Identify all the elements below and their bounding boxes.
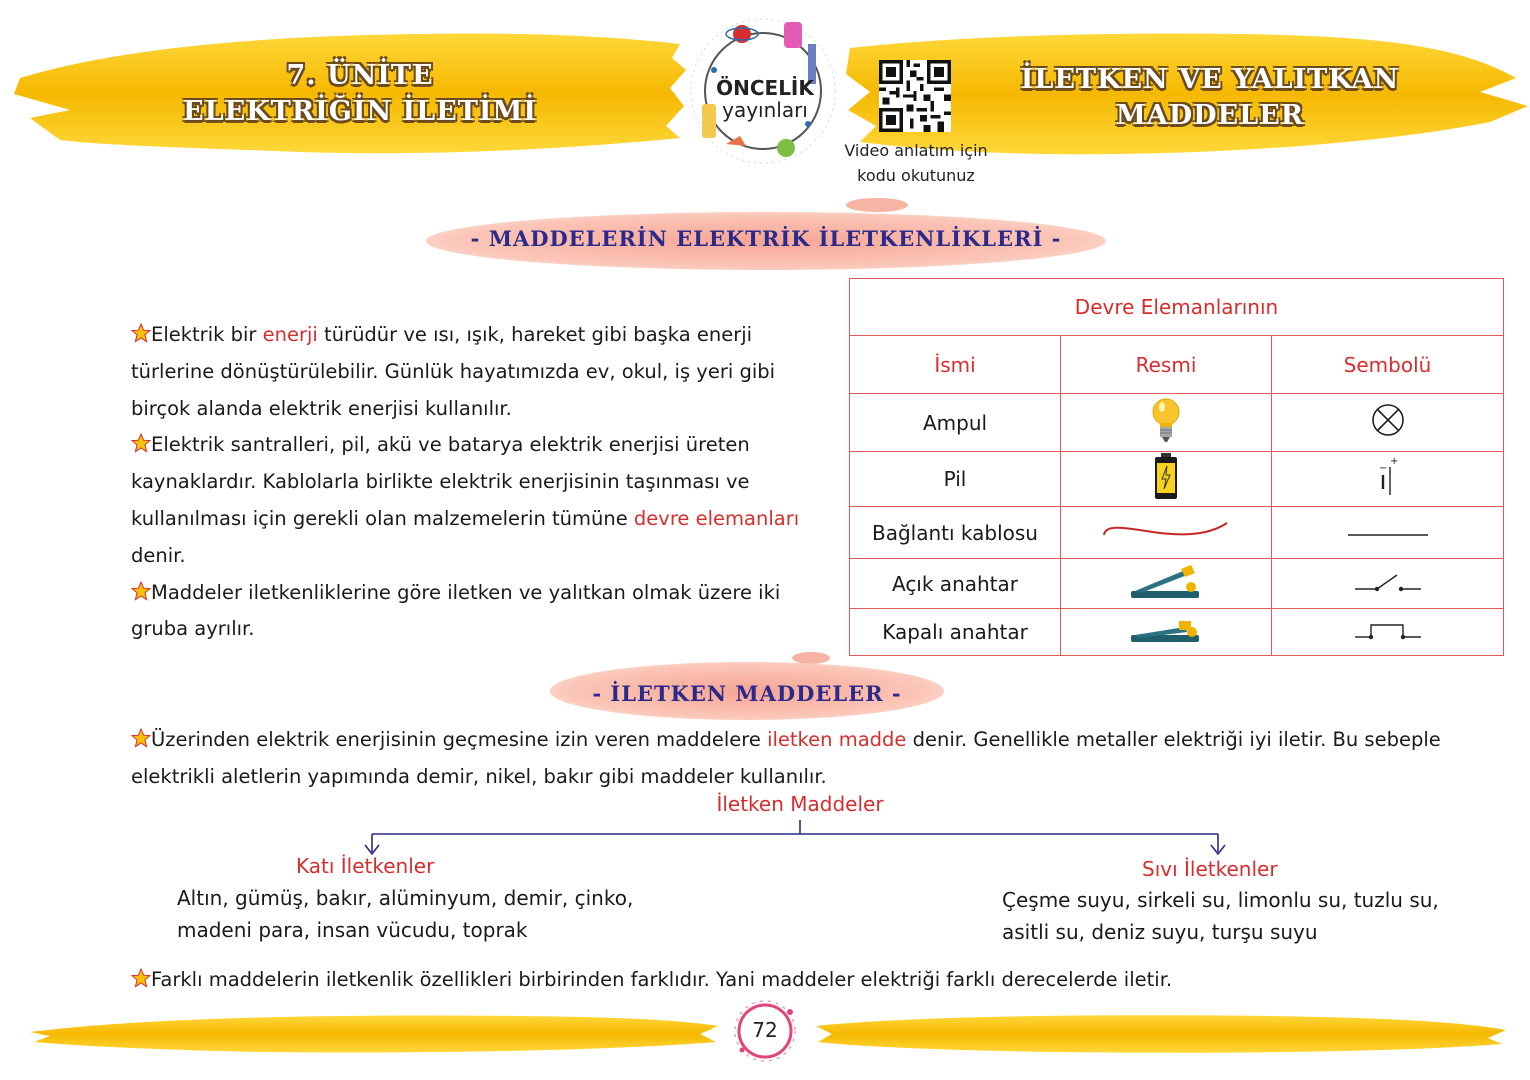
topic-title-line2: MADDELER	[1115, 100, 1305, 131]
table-cell-name: Pil	[850, 452, 1061, 507]
conductor-p1-b: denir. Genellikle metaller elektriği iyi iletir. Bu sebeple elektrikli aletlerin yapımında demir, nikel, bakır gibi maddeler kullanılır.	[131, 728, 1441, 788]
circuit-elements-table	[849, 278, 1504, 656]
footer-note	[131, 962, 1511, 999]
table-cell-image	[1061, 559, 1272, 609]
table-col-name: İsmi	[850, 336, 1061, 394]
intro-paragraph-1	[131, 317, 821, 427]
table-cell-image	[1061, 609, 1272, 656]
table-cell-symbol	[1272, 507, 1504, 559]
bulb-symbol-icon	[1370, 402, 1406, 438]
intro-paragraph-2	[131, 427, 821, 574]
tree-right-line2: asitli su, deniz suyu, turşu suyu	[1002, 920, 1318, 944]
page-number: 72	[752, 1018, 778, 1042]
tree-right-title: Sıvı İletkenler	[1142, 857, 1278, 881]
svg-text:+: +	[1389, 455, 1398, 467]
table-row	[850, 452, 1504, 507]
unit-title-line1: 7. ÜNİTE	[286, 60, 434, 91]
star-bullet-icon	[131, 323, 151, 343]
table-cell-name: Açık anahtar	[850, 559, 1061, 609]
table-cell-symbol	[1272, 452, 1504, 507]
intro-text	[131, 317, 821, 648]
tree-left-title: Katı İletkenler	[296, 854, 435, 878]
unit-title-line2: ELEKTRİĞİN İLETİMİ	[183, 96, 537, 127]
closed-switch-icon	[1129, 615, 1203, 645]
unit-title	[150, 58, 570, 130]
section2-title: - İLETKEN MADDELER -	[592, 681, 902, 706]
table-row	[850, 609, 1504, 656]
table-row	[850, 394, 1504, 452]
topic-title-line1: İLETKEN VE YALITKAN	[1020, 64, 1400, 95]
table-cell-image	[1061, 394, 1272, 452]
battery-icon	[1153, 453, 1179, 501]
section1-title: - MADDELERİN ELEKTRİK İLETKENLİKLERİ -	[470, 226, 1062, 251]
table-cell-name: Kapalı anahtar	[850, 609, 1061, 656]
intro-p1-b: türüdür ve ısı, ışık, hareket gibi başka enerji türlerine dönüştürülebilir. Günlük hayatımızda ev, okul, iş yeri gibi birçok alanda elektrik enerjisi kullanılır.	[131, 323, 776, 420]
intro-p1-highlight: enerji	[262, 323, 318, 346]
intro-p3: Maddeler iletkenliklerine göre iletken ve yalıtkan olmak üzere iki gruba ayrılır.	[131, 580, 781, 641]
table-col-symbol: Sembolü	[1272, 336, 1504, 394]
table-col-image: Resmi	[1061, 336, 1272, 394]
footer-left-brush	[20, 1008, 720, 1056]
intro-p2-highlight: devre elemanları	[633, 506, 800, 530]
table-cell-image	[1061, 452, 1272, 507]
tree-connector	[360, 818, 1230, 860]
wire-symbol-icon	[1346, 530, 1430, 540]
qr-code-icon[interactable]	[879, 60, 951, 132]
tree-right-line1: Çeşme suyu, sirkeli su, limonlu su, tuzlu su,	[1002, 888, 1439, 912]
closed-switch-symbol-icon	[1353, 617, 1423, 643]
open-switch-icon	[1129, 561, 1203, 601]
intro-paragraph-3	[131, 575, 821, 649]
star-bullet-icon	[131, 581, 151, 601]
table-cell-symbol	[1272, 394, 1504, 452]
qr-caption-line1: Video anlatım için	[844, 141, 988, 160]
tree-root-label: İletken Maddeler	[716, 792, 884, 816]
qr-caption	[836, 138, 996, 188]
wire-icon	[1101, 517, 1231, 543]
qr-caption-line2: kodu okutunuz	[857, 166, 975, 185]
conductor-paragraph	[131, 722, 1511, 796]
footer-right-brush	[812, 1008, 1512, 1056]
conductor-p1-a: Üzerinden elektrik enerjisinin geçmesine izin veren maddelere	[151, 728, 768, 751]
intro-p1-a: Elektrik bir	[151, 323, 263, 346]
battery-symbol-icon	[1373, 455, 1403, 499]
tree-left-line2: madeni para, insan vücudu, toprak	[177, 918, 528, 942]
conductor-p1-highlight: iletken madde	[767, 728, 907, 751]
tree-left-items	[177, 882, 633, 946]
footer-note-text: Farklı maddelerin iletkenlik özellikleri birbirinden farklıdır. Yani maddeler elektriği farklı derecelerde iletir.	[151, 968, 1173, 991]
table-row	[850, 559, 1504, 609]
light-bulb-icon	[1151, 396, 1181, 444]
open-switch-symbol-icon	[1353, 567, 1423, 595]
table-cell-symbol	[1272, 559, 1504, 609]
intro-p2-a: Elektrik santralleri, pil, akü ve batarya elektrik enerjisi üreten kaynaklardır. Kablolarla birlikte elektrik enerjisinin taşınması ve kullanılması için gerekli olan malzemelerin tümüne	[131, 433, 750, 530]
table-cell-symbol	[1272, 609, 1504, 656]
svg-text:−: −	[1378, 462, 1387, 474]
publisher-logo-sub: yayınları	[722, 98, 808, 122]
topic-title	[990, 62, 1430, 134]
tree-right-items	[1002, 884, 1439, 948]
publisher-logo-name: ÖNCELİK	[716, 76, 814, 100]
star-bullet-icon	[131, 728, 151, 748]
table-cell-image	[1061, 507, 1272, 559]
star-bullet-icon	[131, 433, 151, 453]
star-bullet-icon	[131, 968, 151, 988]
table-cell-name: Bağlantı kablosu	[850, 507, 1061, 559]
table-row	[850, 507, 1504, 559]
intro-p2-b: denir.	[131, 543, 186, 567]
table-cell-name: Ampul	[850, 394, 1061, 452]
tree-left-line1: Altın, gümüş, bakır, alüminyum, demir, çinko,	[177, 886, 634, 910]
table-caption: Devre Elemanlarının	[850, 279, 1504, 336]
